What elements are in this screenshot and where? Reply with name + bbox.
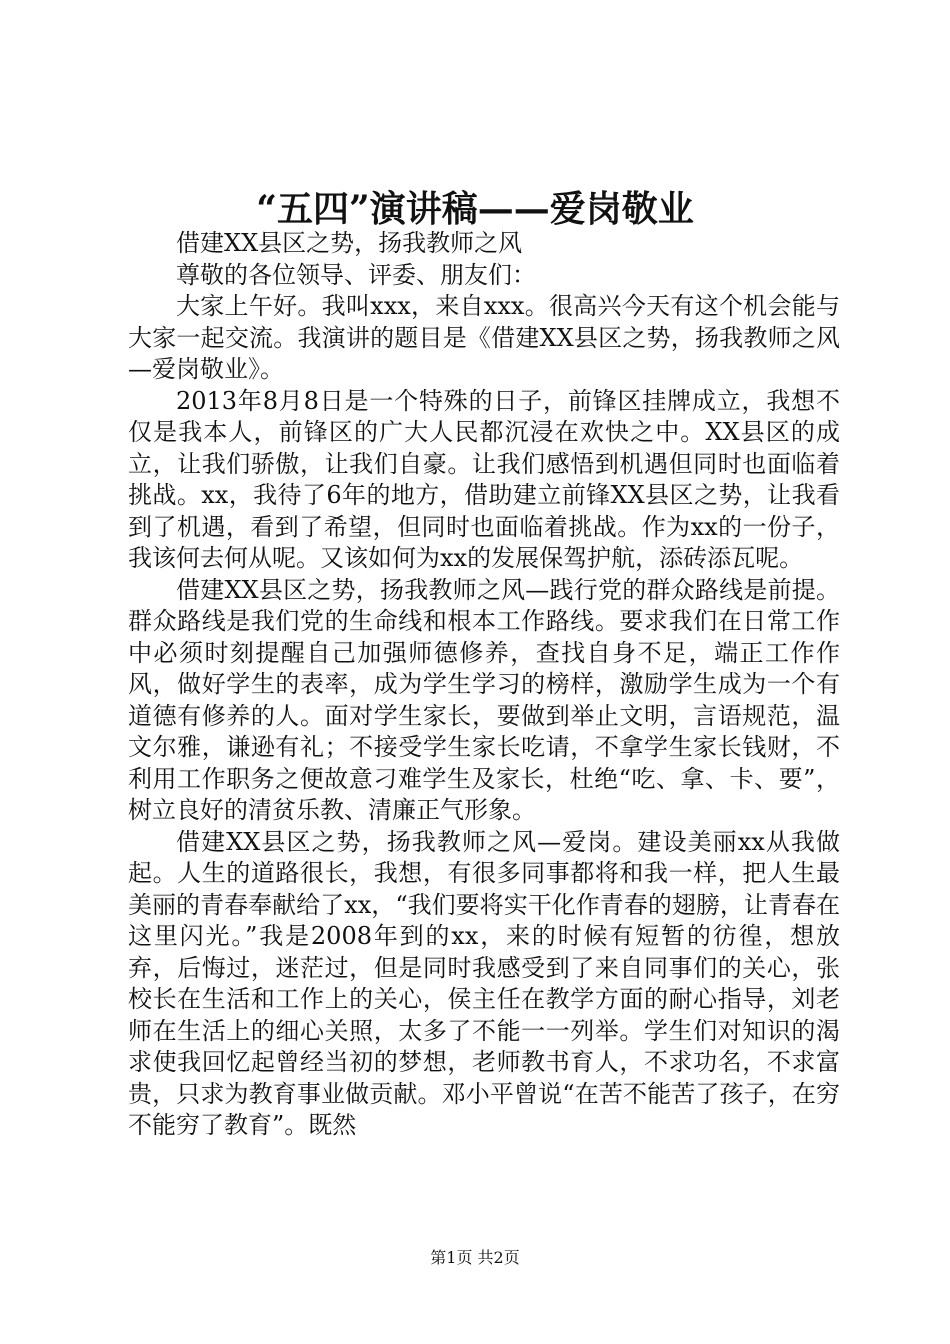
document-title: “五四”演讲稿——爱岗敬业	[256, 188, 694, 230]
page-number-indicator: 第1页 共2页	[430, 1248, 520, 1267]
page-footer	[0, 1247, 950, 1269]
body-paragraph: 借建XX县区之势，扬我教师之风—践行党的群众路线是前提。群众路线是我们党的生命线和根本工作路线。要求我们在日常工作中必须时刻提醒自己加强师德修养，查找自身不足，端正工作作风，做好学生的表率，成为学生学习的榜样，激励学生成为一个有道德有修养的人。面对学生家长，要做到举止文明，言语规范，温文尔雅，谦逊有礼；不接受学生家长吃请，不拿学生家长钱财，不利用工作职务之便故意刁难学生及家长，杜绝“吃、拿、卡、要”，树立良好的清贫乐教、清廉正气形象。	[128, 575, 840, 824]
body-paragraph: 大家上午好。我叫xxx，来自xxx。很高兴今天有这个机会能与大家一起交流。我演讲的题目是《借建XX县区之势，扬我教师之风—爱岗敬业》。	[128, 292, 840, 383]
body-paragraph: 借建XX县区之势，扬我教师之风—爱岗。建设美丽xx从我做起。人生的道路很长，我想，有很多同事都将和我一样，把人生最美丽的青春奉献给了xx，“我们要将实干化作青春的翅膀，让青春在这里闪光。”我是2008年到的xx，来的时候有短暂的彷徨，想放弃，后悔过，迷茫过，但是同时我感受到了来自同事们的关心，张校长在生活和工作上的关心，侯主任在教学方面的耐心指导，刘老师在生活上的细心关照，太多了不能一一列举。学生们对知识的渴求使我回忆起曾经当初的梦想，老师教书育人，不求功名，不求富贵，只求为教育事业做贡献。邓小平曾说“在苦不能苦了孩子，在穷不能穷了教育”。既然	[128, 827, 840, 1139]
document-body	[128, 228, 840, 1142]
salutation-paragraph: 尊敬的各位领导、评委、朋友们：	[176, 260, 536, 289]
subtitle-paragraph: 借建XX县区之势，扬我教师之风	[176, 229, 523, 257]
body-paragraph: 2013年8月8日是一个特殊的日子，前锋区挂牌成立，我想不仅是我本人，前锋区的广大人民都沉浸在欢快之中。XX县区的成立，让我们骄傲，让我们自豪。让我们感悟到机遇但同时也面临着挑战。xx，我待了6年的地方，借助建立前锋XX县区之势，让我看到了机遇，看到了希望，但同时也面临着挑战。作为xx的一份子，我该何去何从呢。又该如何为xx的发展保驾护航，添砖添瓦呢。	[128, 386, 840, 572]
